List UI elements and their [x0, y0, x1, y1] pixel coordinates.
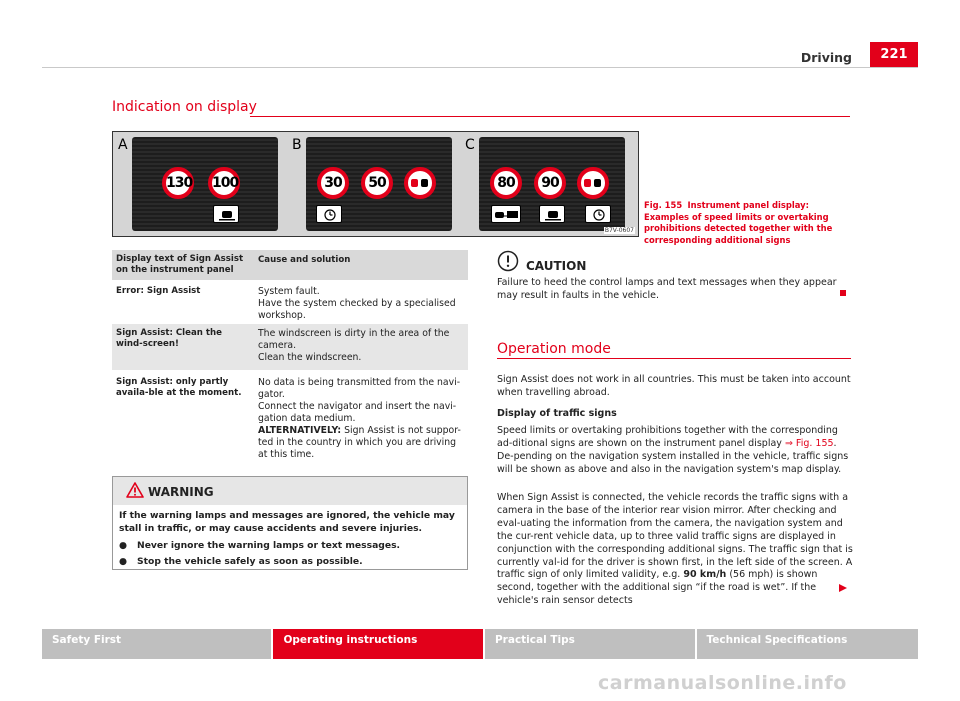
caution-text: Failure to heed the control lamps and text messages when they appear may result in faults in the vehicle. [497, 277, 837, 301]
no-overtaking-sign-icon [577, 167, 609, 199]
table-cell-display-text: Sign Assist: Clean the wind-screen! [116, 328, 222, 349]
footer-navigation [42, 629, 918, 659]
alternatively-text: Sign Assist is not suppor-ted in the country in which you are driving at this time. [258, 425, 461, 460]
warning-triangle-icon [126, 482, 144, 498]
speed-limit-sign: 50 [361, 167, 393, 199]
table-header-cell: Display text of Sign Assist on the instrument panel [116, 254, 244, 275]
additional-sign-car-icon [539, 205, 565, 223]
additional-sign-clock-icon [316, 205, 342, 223]
header-divider [42, 67, 918, 68]
cause-line: Clean the windscreen. [258, 352, 362, 363]
figure-reference-link[interactable]: ⇒ Fig. 155 [784, 437, 834, 449]
watermark: carmanualsonline.info [598, 672, 847, 694]
continue-arrow-icon [838, 583, 848, 593]
warning-bullet: ● Stop the vehicle safely as soon as possible. [119, 556, 363, 567]
table-header-cell: Cause and solution [258, 255, 351, 265]
speed-limit-sign: 30 [317, 167, 349, 199]
figure-caption-label: Fig. 155 [644, 200, 683, 210]
cause-line: The windscreen is dirty in the area of the camera. [258, 328, 450, 351]
panel-letter-a: A [118, 137, 128, 153]
paragraph [497, 425, 853, 477]
warning-title: WARNING [148, 485, 214, 499]
page-number: 221 [870, 42, 918, 68]
end-of-section-marker [840, 290, 846, 296]
speed-limit-sign: 100 [208, 167, 240, 199]
cause-line: System fault. [258, 286, 320, 297]
panel-letter-c: C [465, 137, 475, 153]
additional-sign-trailer-icon [491, 205, 521, 223]
paragraph [497, 492, 853, 608]
section-heading-indication: Indication on display [112, 99, 257, 115]
table-cell-display-text: Sign Assist: only partly availa-ble at the moment. [116, 377, 242, 398]
cause-line [258, 425, 464, 461]
paragraph-text: When Sign Assist is connected, the vehicle records the traffic signs with a camera in the base of the interior rear vision mirror. After checking and eval-uating the information from the camera, the navigation system and the cur-rent vehicle data, up to three valid traffic signs are displayed in conjunction with the corresponding additional signs. The traffic sign that is currently val-id for the driver is shown first, in the left side of the screen. A traffic sign of only limited validity, e.g. [497, 492, 853, 581]
display-panel-a [132, 137, 278, 231]
additional-sign-clock-icon [585, 205, 611, 223]
tab-technical-specifications[interactable]: Technical Specifications [697, 629, 918, 659]
figure-code: B7V-0607 [604, 227, 634, 234]
section-heading-rule [497, 358, 851, 359]
table-row [112, 280, 468, 321]
warning-bullet-text: Never ignore the warning lamps or text messages. [137, 540, 401, 551]
no-overtaking-sign-icon [404, 167, 436, 199]
tab-safety-first[interactable]: Safety First [42, 629, 271, 659]
paragraph-text: (56 mph) is shown second, together with the additional sign “if the road is wet”. If the vehicle's rain sensor detects [497, 569, 818, 607]
alternatively-label: ALTERNATIVELY: [258, 425, 342, 436]
speed-limit-sign: 130 [162, 167, 194, 199]
figure-caption-text: Instrument panel display: Examples of speed limits or overtaking prohibitions detected together with the corresponding additional signs [644, 200, 833, 245]
speed-limit-sign: 90 [534, 167, 566, 199]
paragraph-text: Speed limits or overtaking prohibitions together with the corresponding ad-ditional signs are shown on the instrument panel display [497, 425, 838, 449]
table-cell-cause [254, 324, 468, 370]
caution-title: CAUTION [526, 259, 587, 273]
paragraph-text: . De-pending on the navigation system installed in the vehicle, traffic signs will be shown as above and also in the navigation system's map display. [497, 437, 849, 475]
panel-letter-b: B [292, 137, 302, 153]
table-row [112, 321, 468, 370]
section-heading-rule [250, 116, 850, 117]
warning-header [113, 477, 467, 505]
table-header-row [112, 250, 468, 280]
warning-text: If the warning lamps and messages are ignored, the vehicle may stall in traffic, or may cause accidents and severe injuries. [119, 510, 455, 534]
warning-bullet-text: Stop the vehicle safely as soon as possible. [137, 556, 363, 567]
tab-practical-tips[interactable]: Practical Tips [485, 629, 695, 659]
tab-operating-instructions[interactable]: Operating instructions [273, 629, 483, 659]
speed-limit-sign: 80 [490, 167, 522, 199]
sign-assist-message-table [112, 250, 468, 468]
additional-sign-car-icon [213, 205, 239, 223]
figure-caption [644, 200, 854, 246]
table-cell-cause [254, 373, 468, 468]
running-header-title: Driving [800, 50, 852, 65]
paragraph: Sign Assist does not work in all countries. This must be taken into account when travelling abroad. [497, 374, 851, 398]
cause-line: Have the system checked by a specialised workshop. [258, 298, 456, 321]
display-panel-b [306, 137, 452, 231]
warning-bullet: ● Never ignore the warning lamps or text messages. [119, 540, 401, 551]
display-panel-c [479, 137, 625, 231]
paragraph-bold-text: 90 km/h [683, 569, 727, 581]
subheading-display-of-traffic-signs: Display of traffic signs [497, 408, 617, 419]
table-cell-cause [254, 282, 468, 321]
caution-exclamation-icon [497, 250, 519, 272]
cause-line: No data is being transmitted from the navi-gator. [258, 377, 461, 400]
figure-instrument-displays [112, 131, 639, 237]
cause-line: Connect the navigator and insert the navi-gation data medium. [258, 401, 457, 424]
table-row [112, 370, 468, 468]
warning-box [112, 476, 468, 570]
table-cell-display-text: Error: Sign Assist [116, 286, 201, 296]
section-heading-operation-mode: Operation mode [497, 341, 611, 357]
